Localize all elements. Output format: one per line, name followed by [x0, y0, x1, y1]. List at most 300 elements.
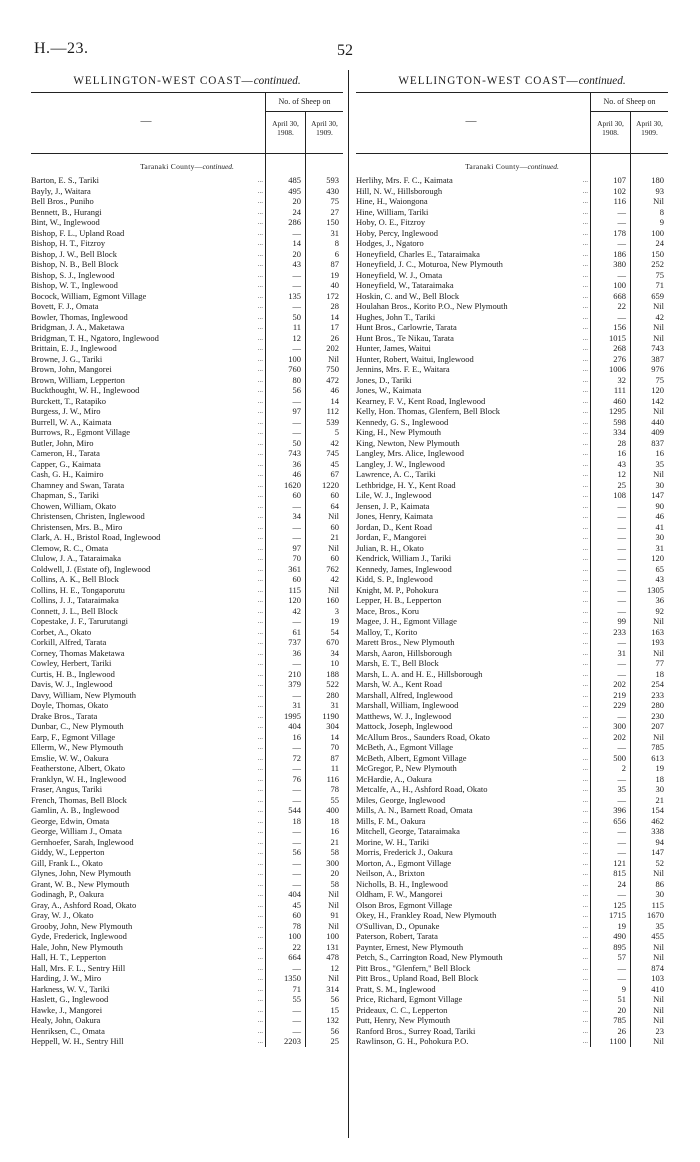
leader-dots: ... — [257, 260, 263, 268]
leader-dots: ... — [582, 627, 588, 636]
leader-dots: ... — [582, 533, 588, 541]
owner-name: Price, Richard, Egmont Village — [356, 994, 463, 1004]
owner-name: Hale, John, New Plymouth — [31, 941, 123, 952]
sheep-1909: 56 — [330, 994, 339, 1004]
sheep-1909: 46 — [330, 385, 339, 395]
table-row — [356, 280, 668, 291]
leader-dots: ... — [257, 690, 263, 699]
table-row — [31, 448, 343, 459]
sheep-1909: 131 — [326, 941, 339, 952]
sheep-1908: 60 — [292, 490, 301, 500]
table-row — [356, 238, 668, 249]
owner-name: Burrows, R., Egmont Village — [31, 427, 130, 437]
leader-dots: ... — [257, 470, 263, 478]
leader-dots: ... — [582, 291, 588, 300]
sheep-1909: 23 — [655, 1025, 664, 1036]
leader-dots: ... — [582, 774, 588, 783]
sheep-1908: — — [292, 280, 301, 290]
owner-name: Kidd, S. P., Inglewood — [356, 574, 433, 584]
sheep-1908: 1350 — [284, 973, 301, 983]
sheep-1909: 58 — [330, 847, 339, 857]
owner-name: Gernhoefer, Sarah, Inglewood — [31, 836, 134, 847]
sheep-1908: 380 — [613, 259, 626, 269]
sheep-1909: 77 — [655, 658, 664, 668]
leader-dots: ... — [582, 365, 588, 373]
leader-dots: ... — [582, 260, 588, 268]
owner-name: Oldham, F. W., Mangorei — [356, 889, 443, 899]
sheep-1909: Nil — [653, 469, 664, 479]
owner-name: Glynes, John, New Plymouth — [31, 868, 131, 878]
sheep-1908: 108 — [613, 490, 626, 500]
sheep-1909: 147 — [651, 490, 664, 500]
owner-name: Bishop, H. T., Fitzroy — [31, 238, 106, 248]
owner-name: Hodges, J., Ngatoro — [356, 238, 424, 248]
leader-dots: ... — [582, 680, 588, 688]
owner-name: Ranford Bros., Surrey Road, Tariki — [356, 1025, 476, 1036]
owner-name: Chapman, S., Tariki — [31, 490, 99, 500]
table-row — [356, 217, 668, 228]
leader-dots: ... — [257, 396, 263, 405]
sheep-1908: — — [292, 343, 301, 353]
owner-name: George, Edwin, Omata — [31, 815, 110, 826]
table-row — [356, 511, 668, 522]
owner-name: Cameron, H., Tarata — [31, 448, 100, 458]
leader-dots: ... — [257, 491, 263, 499]
leader-dots: ... — [582, 953, 588, 961]
leader-dots: ... — [582, 806, 588, 814]
owner-name: Olson Bros, Egmont Village — [356, 899, 453, 910]
sheep-1908: 121 — [613, 857, 626, 868]
table-row — [31, 858, 343, 869]
owner-name: Mitchell, George, Tataraimaka — [356, 826, 460, 836]
sheep-1908: — — [292, 689, 301, 700]
sheep-1908: 42 — [292, 605, 301, 616]
table-row — [356, 973, 668, 984]
table-row — [356, 417, 668, 428]
sheep-1908: 1295 — [609, 406, 626, 416]
sheep-1908: 276 — [613, 353, 626, 364]
table-row — [356, 847, 668, 858]
leader-dots: ... — [582, 333, 588, 342]
sheep-1908: — — [617, 500, 626, 511]
table-rows — [31, 175, 343, 1047]
owner-name: Grant, W. B., New Plymouth — [31, 878, 130, 889]
sheep-1909: 92 — [655, 605, 664, 616]
sheep-1909: 230 — [651, 710, 664, 721]
owner-name: Hawke, J., Mangorei — [31, 1004, 103, 1015]
owner-name: Hunt Bros., Carlowrie, Tarata — [356, 322, 457, 332]
sheep-1909: 16 — [330, 826, 339, 836]
owner-name: Burckett, T., Ratapiko — [31, 395, 106, 406]
leader-dots: ... — [582, 1037, 588, 1045]
table-row — [356, 301, 668, 312]
table-row — [31, 1015, 343, 1026]
table-row — [31, 280, 343, 291]
sheep-1909: 659 — [651, 290, 664, 301]
sheep-1908: — — [617, 962, 626, 973]
owner-name: Henriksen, C., Omata — [31, 1025, 105, 1036]
sheep-1908: — — [292, 868, 301, 878]
table-row — [356, 805, 668, 816]
sheep-1909: 75 — [330, 196, 339, 206]
owner-name: French, Thomas, Bell Block — [31, 794, 127, 805]
owner-name: Davis, W. J., Inglewood — [31, 679, 113, 689]
name-column-header: — — [465, 115, 477, 127]
sheep-1909: Nil — [328, 353, 339, 364]
table-row — [356, 249, 668, 260]
owner-name: Doyle, Thomas, Okato — [31, 700, 109, 710]
owner-name: Dunbar, C., New Plymouth — [31, 721, 124, 731]
sheep-1909: 75 — [655, 374, 664, 385]
leader-dots: ... — [257, 827, 263, 835]
leader-dots: ... — [257, 722, 263, 730]
leader-dots: ... — [257, 281, 263, 289]
table-row — [356, 627, 668, 638]
leader-dots: ... — [582, 648, 588, 657]
owner-name: Capper, G., Kaimata — [31, 458, 101, 469]
sheep-1908: 737 — [288, 637, 301, 647]
owner-name: Corkill, Alfred, Tarata — [31, 637, 107, 647]
sheep-1908: 46 — [292, 469, 301, 479]
sheep-1909: 18 — [655, 773, 664, 784]
table-row — [31, 501, 343, 512]
leader-dots: ... — [582, 228, 588, 237]
leader-dots: ... — [257, 1026, 263, 1035]
table-row — [31, 931, 343, 942]
sheep-1909: 1190 — [322, 710, 339, 721]
leader-dots: ... — [257, 1037, 263, 1045]
sheep-1908: — — [617, 574, 626, 584]
table-row — [356, 469, 668, 480]
sheep-1909: 745 — [326, 448, 339, 458]
table-row — [31, 700, 343, 711]
table-row — [356, 616, 668, 627]
leader-dots: ... — [257, 879, 263, 888]
sheep-1908: — — [617, 563, 626, 574]
leader-dots: ... — [257, 837, 263, 846]
sheep-1909: 400 — [326, 805, 339, 815]
leader-dots: ... — [257, 701, 263, 709]
owner-name: Paterson, Robert, Tarata — [356, 931, 438, 941]
leader-dots: ... — [582, 827, 588, 835]
sheep-1908: 45 — [292, 899, 301, 910]
leader-dots: ... — [582, 470, 588, 478]
owner-name: Fraser, Angus, Tariki — [31, 784, 103, 794]
sheep-1909: 25 — [330, 1036, 339, 1046]
table-row — [356, 1015, 668, 1026]
owner-name: Drake Bros., Tarata — [31, 710, 98, 721]
leader-dots: ... — [582, 722, 588, 730]
sheep-1909: 21 — [330, 532, 339, 542]
sheep-1908: 544 — [288, 805, 301, 815]
sheep-1908: 500 — [613, 752, 626, 763]
leader-dots: ... — [257, 407, 263, 415]
sheep-1909: 24 — [655, 238, 664, 248]
sheep-1909: 300 — [326, 857, 339, 868]
sheep-1909: 87 — [330, 752, 339, 763]
sheep-1908: 115 — [288, 584, 301, 595]
sheep-1908: 1995 — [284, 710, 301, 721]
sheep-1908: 2 — [621, 763, 626, 773]
owner-name: Corbet, A., Okato — [31, 626, 92, 637]
sheep-1909: 8 — [659, 206, 664, 217]
owner-name: Bayly, J., Waitara — [31, 185, 91, 196]
owner-name: Lawrence, A. C., Tariki — [356, 469, 436, 479]
sheep-1909: 35 — [655, 458, 664, 469]
table-row — [356, 564, 668, 575]
sheep-1908: — — [292, 742, 301, 752]
owner-name: Buckthought, W. H., Inglewood — [31, 385, 140, 395]
leader-dots: ... — [257, 239, 263, 247]
leader-dots: ... — [582, 564, 588, 573]
owner-name: Marsh, E. T., Bell Block — [356, 658, 439, 668]
table-row — [31, 480, 343, 491]
owner-name: Hall, H. T., Lepperton — [31, 952, 106, 962]
owner-name: Hoby, Percy, Inglewood — [356, 227, 438, 238]
leader-dots: ... — [582, 617, 588, 625]
owner-name: Barton, E. S., Tariki — [31, 175, 99, 185]
sheep-1909: 150 — [651, 248, 664, 259]
leader-dots: ... — [257, 995, 263, 1003]
sheep-1909: 60 — [330, 553, 339, 563]
table-row — [356, 690, 668, 701]
sheep-1909: 16 — [655, 448, 664, 458]
table-row — [31, 963, 343, 974]
sheep-1909: 14 — [330, 731, 339, 742]
leader-dots: ... — [582, 302, 588, 310]
leader-dots: ... — [582, 932, 588, 940]
sheep-1908: — — [617, 217, 626, 227]
owner-name: Honeyfield, W. J., Omata — [356, 269, 443, 280]
leader-dots: ... — [582, 186, 588, 195]
sheep-1909: 154 — [651, 805, 664, 815]
table-row — [356, 501, 668, 512]
leader-dots: ... — [582, 690, 588, 699]
owner-name: Matthews, W. J., Inglewood — [356, 710, 452, 721]
sheep-1908: 116 — [613, 196, 626, 206]
sheep-1908: 20 — [292, 196, 301, 206]
leader-dots: ... — [582, 575, 588, 583]
left-column — [31, 70, 343, 1047]
sheep-1909: 30 — [655, 889, 664, 899]
leader-dots: ... — [582, 522, 588, 531]
table-row — [356, 585, 668, 596]
sheep-1909: 254 — [651, 679, 664, 689]
sheep-1908: 2203 — [284, 1036, 301, 1046]
sheep-1908: 107 — [613, 175, 626, 185]
sheep-1908: — — [292, 826, 301, 836]
owner-name: McAllum Bros., Saunders Road, Okato — [356, 731, 490, 742]
leader-dots: ... — [257, 428, 263, 436]
table-row — [31, 322, 343, 333]
table-row — [31, 207, 343, 218]
sheep-1909: 14 — [330, 311, 339, 322]
sheep-1908: 22 — [292, 941, 301, 952]
sheep-1909: 1670 — [647, 910, 664, 920]
table-row — [31, 984, 343, 995]
leader-dots: ... — [257, 669, 263, 678]
table-row — [31, 606, 343, 617]
leader-dots: ... — [582, 281, 588, 289]
leader-dots: ... — [257, 890, 263, 898]
table-row — [31, 910, 343, 921]
owner-name: Jordan, D., Kent Road — [356, 521, 433, 532]
owner-name: Malloy, T., Korito — [356, 626, 418, 637]
owner-name: Bishop, J. W., Bell Block — [31, 248, 117, 259]
table-row — [31, 438, 343, 449]
sheep-1908: 61 — [292, 626, 301, 637]
sheep-1908: 815 — [613, 868, 626, 878]
sheep-1908: 598 — [613, 416, 626, 427]
sheep-1909: 976 — [651, 364, 664, 374]
sheep-1908: — — [617, 658, 626, 668]
sheep-1909: 21 — [655, 794, 664, 805]
table-row — [31, 784, 343, 795]
leader-dots: ... — [582, 554, 588, 562]
sheep-1909: 36 — [655, 595, 664, 605]
table-row — [356, 364, 668, 375]
sheep-1908: 495 — [288, 185, 301, 196]
table-row — [356, 1036, 668, 1047]
sheep-1909: 472 — [326, 374, 339, 385]
sheep-1908: 120 — [288, 595, 301, 605]
owner-name: Healy, John, Oakura — [31, 1015, 101, 1025]
leader-dots: ... — [257, 627, 263, 636]
sheep-1908: — — [292, 878, 301, 889]
table-row — [356, 595, 668, 606]
sheep-1909: 87 — [330, 259, 339, 269]
owner-name: Haslett, G., Inglewood — [31, 994, 109, 1004]
sheep-1909: 34 — [330, 647, 339, 658]
owner-name: Connett, J. L., Bell Block — [31, 605, 118, 616]
leader-dots: ... — [257, 753, 263, 762]
sheep-1908: 26 — [617, 1025, 626, 1036]
leader-dots: ... — [257, 291, 263, 300]
sheep-1909: 188 — [326, 668, 339, 679]
sheep-1909: Nil — [653, 994, 664, 1004]
table-row — [31, 753, 343, 764]
owner-name: McBeth, A., Egmont Village — [356, 742, 454, 752]
table-row — [31, 1005, 343, 1016]
sheep-1909: 45 — [330, 458, 339, 469]
owner-name: Ellerm, W., New Plymouth — [31, 742, 124, 752]
sheep-1908: 125 — [613, 899, 626, 910]
sheep-1908: 102 — [613, 185, 626, 196]
owner-name: Gray, A., Ashford Road, Okato — [31, 899, 137, 910]
table-row — [356, 879, 668, 890]
sheep-1909: 112 — [326, 406, 339, 416]
table-row — [31, 522, 343, 533]
owner-name: Hine, William, Tariki — [356, 206, 429, 217]
sheep-1908: — — [617, 826, 626, 836]
table-row — [356, 406, 668, 417]
leader-dots: ... — [257, 302, 263, 310]
table-row — [31, 763, 343, 774]
table-row — [356, 427, 668, 438]
owner-name: Bridgman, T. H., Ngatoro, Inglewood — [31, 332, 159, 343]
table-row — [356, 900, 668, 911]
sheep-1908: 43 — [617, 458, 626, 469]
leader-dots: ... — [582, 480, 588, 489]
table-row — [356, 207, 668, 218]
sheep-1908: — — [617, 605, 626, 616]
table-row — [31, 795, 343, 806]
sheep-1909: 90 — [655, 500, 664, 511]
sheep-1909: 15 — [330, 1004, 339, 1015]
table-row — [31, 396, 343, 407]
leader-dots: ... — [582, 984, 588, 993]
sheep-1909: 30 — [655, 784, 664, 794]
sheep-1908: — — [617, 668, 626, 679]
owner-name: Hine, H., Waiongona — [356, 196, 428, 206]
sheep-1909: 30 — [655, 532, 664, 542]
sheep-1908: 70 — [292, 553, 301, 563]
sheep-1909: 42 — [330, 437, 339, 448]
sheep-1909: 56 — [330, 1025, 339, 1036]
leader-dots: ... — [582, 711, 588, 720]
leader-dots: ... — [582, 890, 588, 898]
sheep-1908: — — [617, 773, 626, 784]
sheep-1909: 387 — [651, 353, 664, 364]
sheep-1908: 25 — [617, 479, 626, 490]
sheep-1909: 28 — [330, 301, 339, 311]
table-row — [356, 942, 668, 953]
sheep-1908: 202 — [613, 731, 626, 742]
leader-dots: ... — [257, 459, 263, 468]
sheep-1909: 762 — [326, 563, 339, 574]
sheep-1908: 31 — [617, 647, 626, 658]
owner-name: Hoby, O. E., Fitzroy — [356, 217, 426, 227]
sheep-1909: 1220 — [322, 479, 339, 490]
sheep-1908: — — [292, 836, 301, 847]
sheep-1908: 361 — [288, 563, 301, 574]
table-row — [31, 879, 343, 890]
table-row — [356, 543, 668, 554]
table-row — [356, 774, 668, 785]
sheep-1909: 17 — [330, 322, 339, 332]
table-row — [356, 312, 668, 323]
leader-dots: ... — [582, 974, 588, 982]
leader-dots: ... — [582, 270, 588, 279]
sheep-1908: — — [617, 595, 626, 605]
sheep-1908: 16 — [292, 731, 301, 742]
table-row — [31, 196, 343, 207]
sheep-1908: 202 — [613, 679, 626, 689]
sheep-1909: 19 — [655, 763, 664, 773]
owner-name: Copestake, J. F., Tarurutangi — [31, 616, 129, 626]
owner-name: King, Newton, New Plymouth — [356, 437, 460, 448]
owner-name: Knight, M. P., Pohokura — [356, 584, 439, 595]
name-column-header: — — [140, 115, 152, 127]
sheep-1908: 55 — [292, 994, 301, 1004]
table-row — [31, 228, 343, 239]
owner-name: Clulow, J. A., Tataraimaka — [31, 553, 122, 563]
table-row — [31, 952, 343, 963]
leader-dots: ... — [582, 312, 588, 321]
table-header — [31, 92, 343, 154]
table-row — [31, 585, 343, 596]
owner-name: Brittain, E. J., Inglewood — [31, 343, 117, 353]
sheep-1908: 460 — [613, 395, 626, 406]
sheep-1909: 20 — [330, 868, 339, 878]
sheep-1908: 210 — [288, 668, 301, 679]
leader-dots: ... — [257, 900, 263, 909]
sheep-1908: 36 — [292, 458, 301, 469]
sheep-1908: 22 — [617, 301, 626, 311]
owner-name: Jordan, F., Mangorei — [356, 532, 427, 542]
sheep-1909: 19 — [330, 269, 339, 280]
table-row — [356, 354, 668, 365]
